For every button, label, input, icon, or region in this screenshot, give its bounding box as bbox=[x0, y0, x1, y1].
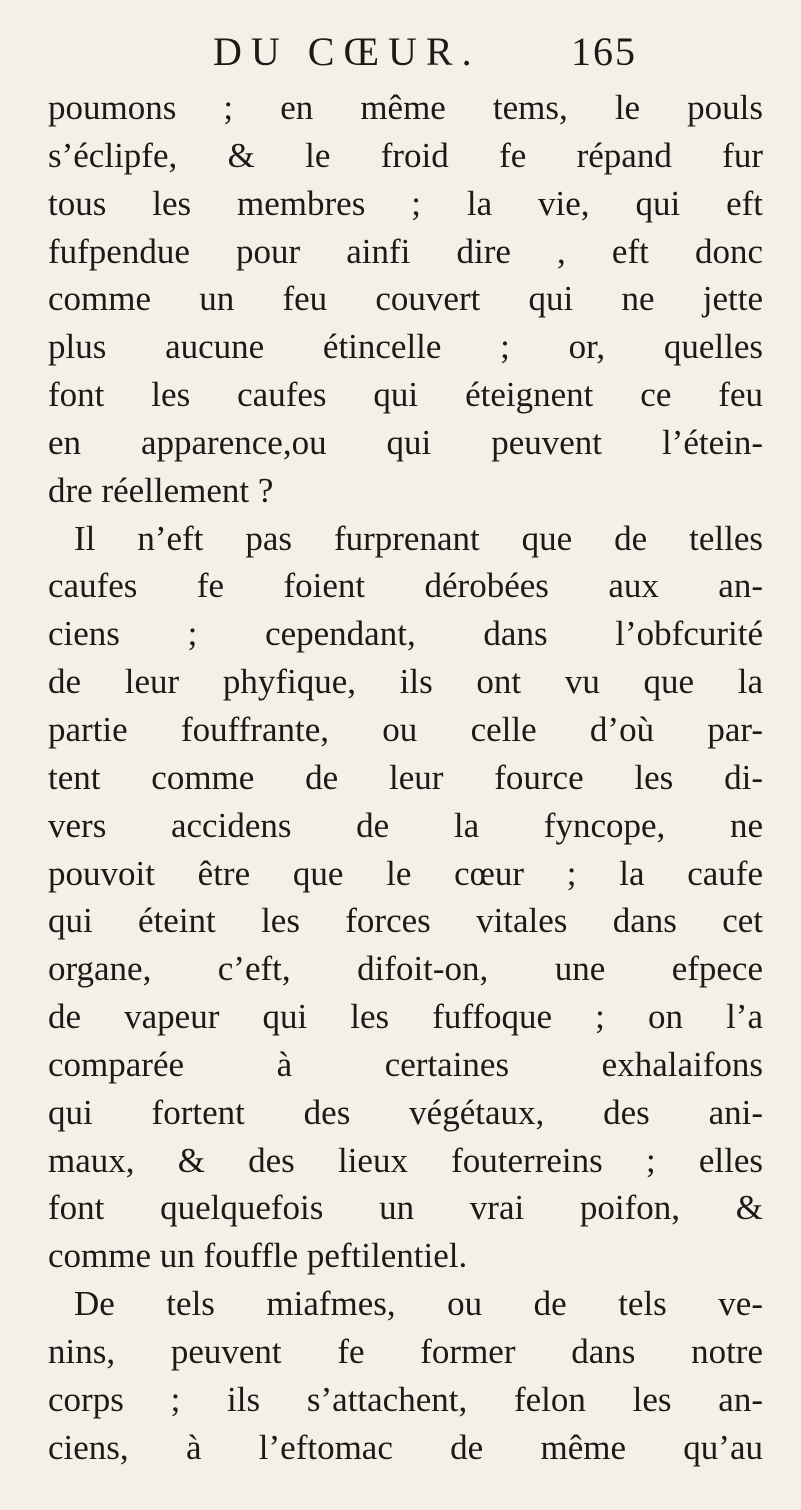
text-line: organe, c’eft, difoit-on, une efpece bbox=[48, 949, 763, 989]
text-line: poumons ; en même tems, le pouls bbox=[48, 88, 763, 127]
text-line: en apparence,ou qui peuvent l’étein- bbox=[48, 422, 763, 462]
text-line: ciens ; cependant, dans l’obfcurité bbox=[48, 614, 763, 654]
body-text bbox=[48, 84, 763, 1471]
text-line: qui éteint les forces vitales dans cet bbox=[48, 901, 763, 941]
paragraph-end-line: dre réellement ? bbox=[48, 470, 274, 510]
text-line: qui fortent des végétaux, des ani- bbox=[48, 1092, 763, 1132]
text-line: pouvoit être que le cœur ; la caufe bbox=[48, 853, 763, 893]
text-line: fufpendue pour ainfi dire , eft donc bbox=[48, 231, 763, 271]
text-line: caufes fe foient dérobées aux an- bbox=[48, 566, 763, 606]
text-line: vers accidens de la fyncope, ne bbox=[48, 805, 763, 845]
page-number: 165 bbox=[571, 29, 637, 74]
text-line: de leur phyfique, ils ont vu que la bbox=[48, 662, 763, 702]
text-line: ciens, à l’eftomac de même qu’au bbox=[48, 1427, 763, 1467]
text-line: corps ; ils s’attachent, felon les an- bbox=[48, 1379, 763, 1419]
text-line: tent comme de leur fource les di- bbox=[48, 757, 763, 797]
text-line: nins, peuvent fe former dans notre bbox=[48, 1331, 763, 1371]
text-line: maux, & des lieux fouterreins ; elles bbox=[48, 1140, 763, 1180]
text-line: font les caufes qui éteignent ce feu bbox=[48, 375, 763, 415]
running-title: DU CŒUR. bbox=[213, 29, 481, 74]
paragraph-first-line: Il n’eft pas furprenant que de telles bbox=[74, 518, 763, 558]
text-line: de vapeur qui les fuffoque ; on l’a bbox=[48, 997, 763, 1037]
text-line: tous les membres ; la vie, qui eft bbox=[48, 183, 763, 223]
text-line: s’éclipfe, & le froid fe répand fur bbox=[48, 135, 763, 175]
running-head bbox=[0, 20, 801, 84]
text-line: comme un feu couvert qui ne jette bbox=[48, 279, 763, 319]
paragraph-end-line: comme un fouffle peftilentiel. bbox=[48, 1236, 468, 1276]
paragraph-first-line: De tels miafmes, ou de tels ve- bbox=[74, 1284, 763, 1324]
text-line: comparée à certaines exhalaifons bbox=[48, 1044, 763, 1084]
text-line: partie fouffrante, ou celle d’où par- bbox=[48, 709, 763, 749]
text-line: font quelquefois un vrai poifon, & bbox=[48, 1188, 763, 1228]
text-line: plus aucune étincelle ; or, quelles bbox=[48, 327, 763, 367]
